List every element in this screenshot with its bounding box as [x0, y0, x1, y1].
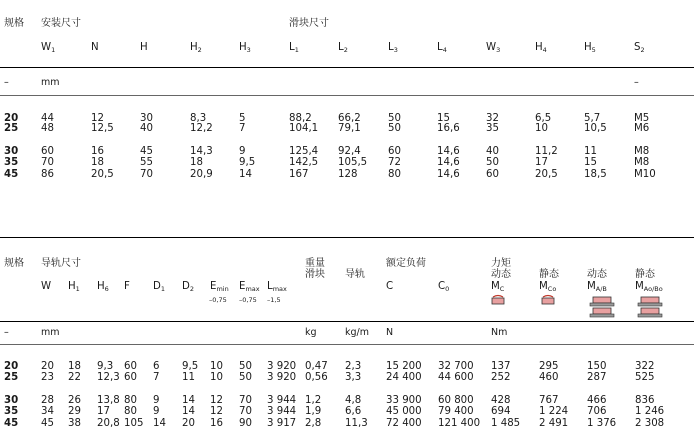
t1-col-header: $L_3$ [388, 42, 398, 54]
t2-cell: 26 [68, 395, 81, 406]
t2-cell: 17 [97, 406, 110, 417]
t2-row-size: 25 [4, 372, 19, 383]
t2-col-header: $L_{max}$ [267, 281, 287, 293]
t2-unit-kgm: kg/m [345, 327, 369, 338]
t1-cell: 18,5 [584, 169, 607, 180]
t2-cell: 50 [239, 361, 252, 372]
t2-cell: 3 920 [267, 372, 297, 383]
t2-cell: 34 [41, 406, 54, 417]
t1-cell: 9,5 [239, 157, 256, 168]
t1-col-header: $W_3$ [486, 42, 501, 54]
t2-cell: 20,8 [97, 418, 120, 429]
t1-cell: 18 [91, 157, 104, 168]
t1-unit-mm: mm [41, 77, 60, 88]
t1-cell: 20,5 [535, 169, 558, 180]
t2-cell: 32 700 [438, 361, 474, 372]
t1-cell: 45 [140, 146, 153, 157]
t2-unit-mm: mm [41, 327, 60, 338]
t2-unit-kg: kg [305, 327, 317, 338]
t2-col-header: $H_6$ [97, 281, 109, 293]
t2-col-c: C [386, 281, 394, 292]
t2-cell: 60 [124, 372, 137, 383]
t2-cell: 45 000 [386, 406, 422, 417]
t2-cell: 295 [539, 361, 559, 372]
t2-cell: 105 [124, 418, 144, 429]
t2-weight-group: 重量 [305, 258, 325, 269]
t1-col-header: $L_2$ [338, 42, 348, 54]
t2-rail-group: 导轨尺寸 [41, 258, 81, 269]
t1-row-size: 25 [4, 123, 19, 134]
t2-cell: 3 920 [267, 361, 297, 372]
t1-cell: 11,2 [535, 146, 558, 157]
t2-cell: 15 200 [386, 361, 422, 372]
t1-cell: 11 [584, 146, 597, 157]
t2-row-size: 35 [4, 406, 19, 417]
t1-row-size: 30 [4, 146, 19, 157]
t1-cell: 17 [535, 157, 548, 168]
t2-unit-nm: Nm [491, 327, 508, 338]
t1-cell: 72 [388, 157, 401, 168]
t2-cell: 11 [182, 372, 195, 383]
t2-cell: 150 [587, 361, 607, 372]
t2-cell: 70 [239, 406, 252, 417]
t2-cell: 79 400 [438, 406, 474, 417]
t2-tol-emax: –0,75 [239, 296, 257, 304]
t1-cell: 50 [486, 157, 499, 168]
t1-cell: 12 [91, 113, 104, 124]
t1-cell: 5,7 [584, 113, 601, 124]
t2-model-label: 规格 [4, 258, 24, 269]
t1-cell: 10 [535, 123, 548, 134]
t2-cell: 525 [635, 372, 655, 383]
t1-col-header: $H_2$ [190, 42, 202, 54]
t1-cell: 40 [486, 146, 499, 157]
t2-col-c0: $C_0$ [438, 281, 450, 293]
t2-col-header: F [124, 281, 130, 292]
t2-cell: 322 [635, 361, 655, 372]
t1-cell: 167 [289, 169, 309, 180]
t2-cell: 706 [587, 406, 607, 417]
t1-row-size: 20 [4, 113, 19, 124]
t2-cell: 9 [153, 406, 160, 417]
torque-mco-icon [540, 294, 556, 306]
t2-cell: 137 [491, 361, 511, 372]
t2-col-header: $H_1$ [68, 281, 80, 293]
t1-cell: M6 [634, 123, 650, 134]
t2-cell: 3 917 [267, 418, 297, 429]
t2-cell: 22 [68, 372, 81, 383]
t2-cell: 1,2 [305, 395, 322, 406]
t1-cell: 50 [388, 123, 401, 134]
t2-cell: 1 485 [491, 418, 521, 429]
t1-cell: 10,5 [584, 123, 607, 134]
t1-col-header: H [140, 42, 148, 53]
t2-cell: 4,8 [345, 395, 362, 406]
t1-cell: 66,2 [338, 113, 361, 124]
t1-unit-dash: – [4, 77, 9, 88]
t1-cell: 48 [41, 123, 54, 134]
t2-unit-rule [0, 344, 694, 345]
t1-cell: 6,5 [535, 113, 552, 124]
t2-cell: 70 [239, 395, 252, 406]
t1-cell: 12,5 [91, 123, 114, 134]
t2-cell: 2 491 [539, 418, 569, 429]
t1-cell: 14,6 [437, 169, 460, 180]
t1-cell: 40 [140, 123, 153, 134]
t2-cell: 10 [210, 361, 223, 372]
t1-install-group: 安装尺寸 [41, 18, 81, 29]
t2-unit-n: N [386, 327, 394, 338]
t1-col-header: $L_1$ [289, 42, 299, 54]
t2-torque-dynamic: 动态 [491, 269, 511, 280]
t2-cell: 6 [153, 361, 160, 372]
t2-cell: 38 [68, 418, 81, 429]
t2-row-size: 30 [4, 395, 19, 406]
t2-cell: 23 [41, 372, 54, 383]
t1-cell: 30 [140, 113, 153, 124]
t1-cell: 32 [486, 113, 499, 124]
t2-cell: 1 376 [587, 418, 617, 429]
t2-cell: 3 944 [267, 395, 297, 406]
t1-col-header: $S_2$ [634, 42, 645, 54]
t2-row-size: 20 [4, 361, 19, 372]
t2-cell: 16 [210, 418, 223, 429]
t2-cell: 9,3 [97, 361, 114, 372]
t2-cell: 14 [182, 406, 195, 417]
t1-header-rule [0, 67, 694, 68]
t2-col-mab: $M_{A/B}$ [587, 281, 607, 293]
t1-cell: M8 [634, 146, 650, 157]
t2-col-header: $D_2$ [182, 281, 194, 293]
t1-cell: 16 [91, 146, 104, 157]
t2-cell: 836 [635, 395, 655, 406]
t2-cell: 2 308 [635, 418, 665, 429]
t2-static-1: 静态 [539, 269, 559, 280]
t2-cell: 9,5 [182, 361, 199, 372]
t1-cell: 14 [239, 169, 252, 180]
t2-cell: 12 [210, 406, 223, 417]
t2-cell: 13,8 [97, 395, 120, 406]
t2-cell: 50 [239, 372, 252, 383]
t1-col-header: N [91, 42, 99, 53]
t2-cell: 7 [153, 372, 160, 383]
t2-cell: 428 [491, 395, 511, 406]
t2-cell: 45 [41, 418, 54, 429]
t2-cell: 6,6 [345, 406, 362, 417]
t2-header-rule [0, 321, 694, 322]
t1-col-header: $H_5$ [584, 42, 596, 54]
t2-cell: 10 [210, 372, 223, 383]
t2-unit-dash: – [4, 327, 9, 338]
t1-cell: 16,6 [437, 123, 460, 134]
t1-cell: 8,3 [190, 113, 207, 124]
section-divider [0, 237, 694, 238]
t1-cell: 14,6 [437, 146, 460, 157]
t2-cell: 18 [68, 361, 81, 372]
t1-cell: 18 [190, 157, 203, 168]
t1-cell: M8 [634, 157, 650, 168]
t2-cell: 14 [182, 395, 195, 406]
torque-maobo-icon [637, 294, 663, 320]
t2-tol-emin: –0,75 [209, 296, 227, 304]
t1-cell: 60 [41, 146, 54, 157]
t1-cell: 55 [140, 157, 153, 168]
t2-tol-lmax: –1,5 [267, 296, 281, 304]
t2-cell: 29 [68, 406, 81, 417]
t1-cell: 80 [388, 169, 401, 180]
t2-cell: 2,3 [345, 361, 362, 372]
t1-cell: 14,3 [190, 146, 213, 157]
t2-cell: 11,3 [345, 418, 368, 429]
t2-cell: 44 600 [438, 372, 474, 383]
t2-col-mc: $M_C$ [491, 281, 505, 293]
t1-cell: 104,1 [289, 123, 319, 134]
t1-cell: 105,5 [338, 157, 368, 168]
t2-cell: 72 400 [386, 418, 422, 429]
t2-cell: 12,3 [97, 372, 120, 383]
t2-dynamic-2: 动态 [587, 269, 607, 280]
t2-cell: 767 [539, 395, 559, 406]
t1-cell: 15 [437, 113, 450, 124]
t2-cell: 121 400 [438, 418, 481, 429]
t1-cell: 9 [239, 146, 246, 157]
t2-cell: 33 900 [386, 395, 422, 406]
t1-col-header: $W_1$ [41, 42, 56, 54]
t1-cell: 128 [338, 169, 358, 180]
t2-col-mco: $M_{Co}$ [539, 281, 557, 293]
t2-cell: 3,3 [345, 372, 362, 383]
t1-cell: 142,5 [289, 157, 319, 168]
t2-cell: 28 [41, 395, 54, 406]
t2-weight-rail: 导轨 [345, 269, 365, 280]
t1-cell: 5 [239, 113, 246, 124]
t2-cell: 20 [182, 418, 195, 429]
t2-cell: 90 [239, 418, 252, 429]
t2-cell: 0,56 [305, 372, 328, 383]
t1-cell: 60 [486, 169, 499, 180]
t1-cell: M10 [634, 169, 656, 180]
t2-cell: 2,8 [305, 418, 322, 429]
t2-static-2: 静态 [635, 269, 655, 280]
t1-cell: 15 [584, 157, 597, 168]
t1-row-size: 45 [4, 169, 19, 180]
t1-cell: 44 [41, 113, 54, 124]
torque-mab-icon [589, 294, 615, 320]
t1-col-header: $H_3$ [239, 42, 251, 54]
t2-cell: 1 246 [635, 406, 665, 417]
t1-cell: 79,1 [338, 123, 361, 134]
t1-row-size: 35 [4, 157, 19, 168]
t2-cell: 24 400 [386, 372, 422, 383]
t1-cell: M5 [634, 113, 650, 124]
t2-col-maobo: $M_{Ao/Bo}$ [635, 281, 663, 293]
t1-cell: 70 [41, 157, 54, 168]
t1-cell: 7 [239, 123, 246, 134]
t2-cell: 9 [153, 395, 160, 406]
t2-cell: 252 [491, 372, 511, 383]
t2-cell: 14 [153, 418, 166, 429]
t1-cell: 125,4 [289, 146, 319, 157]
t2-torque-group: 力矩 [491, 258, 511, 269]
t2-cell: 60 [124, 361, 137, 372]
t2-cell: 1,9 [305, 406, 322, 417]
t1-unit-rule [0, 95, 694, 96]
t1-cell: 86 [41, 169, 54, 180]
t2-col-header: $E_{max}$ [239, 281, 260, 293]
t1-cell: 92,4 [338, 146, 361, 157]
t2-cell: 80 [124, 406, 137, 417]
t2-col-header: $E_{min}$ [210, 281, 229, 293]
t2-weight-block: 滑块 [305, 269, 325, 280]
t1-cell: 60 [388, 146, 401, 157]
t2-cell: 12 [210, 395, 223, 406]
t2-col-header: W [41, 281, 52, 292]
t1-cell: 12,2 [190, 123, 213, 134]
t2-cell: 60 800 [438, 395, 474, 406]
t1-model-label: 规格 [4, 18, 24, 29]
t1-col-header: $H_4$ [535, 42, 547, 54]
t2-cell: 460 [539, 372, 559, 383]
t2-cell: 80 [124, 395, 137, 406]
t2-load-group: 额定负荷 [386, 258, 426, 269]
t2-cell: 287 [587, 372, 607, 383]
t1-cell: 35 [486, 123, 499, 134]
t2-cell: 3 944 [267, 406, 297, 417]
t1-cell: 88,2 [289, 113, 312, 124]
t1-cell: 20,5 [91, 169, 114, 180]
t2-cell: 694 [491, 406, 511, 417]
t2-cell: 466 [587, 395, 607, 406]
t1-block-group: 滑块尺寸 [289, 18, 329, 29]
t2-cell: 20 [41, 361, 54, 372]
t2-col-header: $D_1$ [153, 281, 165, 293]
t2-cell: 0,47 [305, 361, 328, 372]
t1-cell: 14,6 [437, 157, 460, 168]
t1-col-header: $L_4$ [437, 42, 447, 54]
torque-mc-icon [490, 294, 506, 306]
t1-unit-dash-end: – [634, 77, 639, 88]
t1-cell: 20,9 [190, 169, 213, 180]
t1-cell: 50 [388, 113, 401, 124]
t2-cell: 1 224 [539, 406, 569, 417]
t2-row-size: 45 [4, 418, 19, 429]
t1-cell: 70 [140, 169, 153, 180]
